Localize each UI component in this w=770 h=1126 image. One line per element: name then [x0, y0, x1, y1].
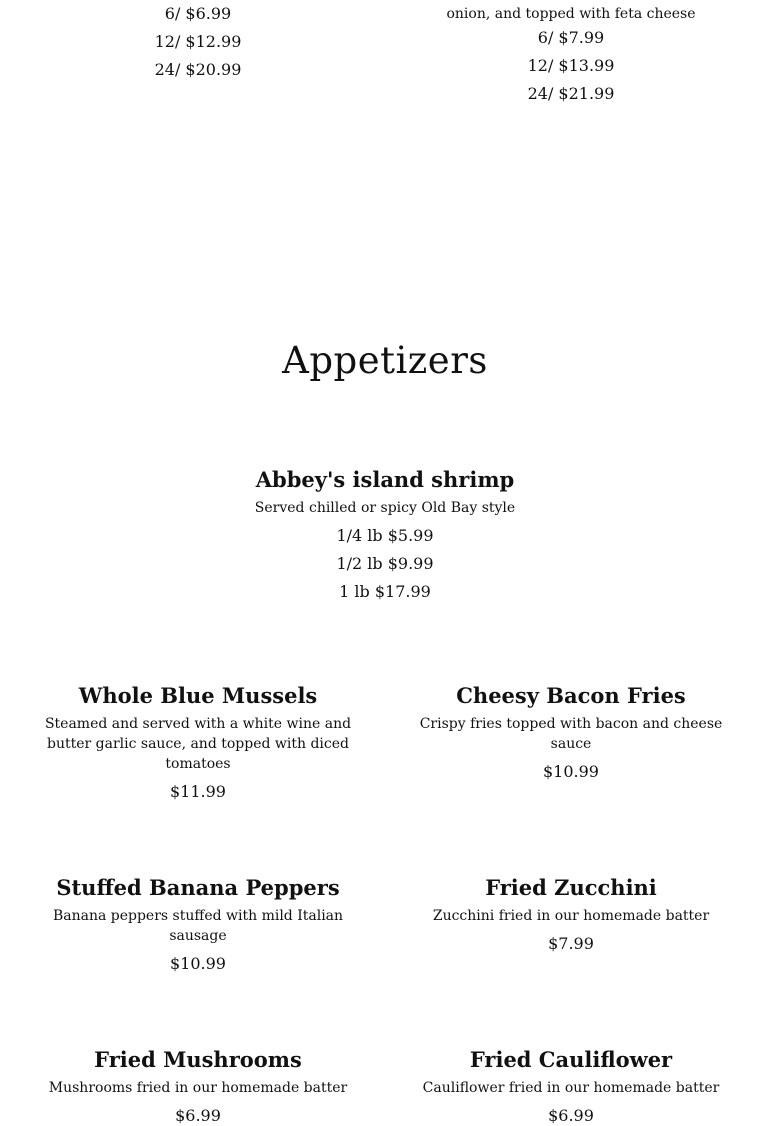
item-price: $7.99 [548, 934, 594, 953]
item-name: Fried Mushrooms [94, 1047, 302, 1072]
item-price: $10.99 [543, 762, 599, 781]
item-price: 1/4 lb $5.99 [336, 526, 434, 545]
item-description: Served chilled or spicy Old Bay style [254, 500, 516, 516]
item-price: $11.99 [170, 782, 226, 801]
item-name: Whole Blue Mussels [78, 683, 318, 708]
item-price: $6.99 [548, 1106, 594, 1125]
item-price: $10.99 [170, 954, 226, 973]
item-price: 12/ $13.99 [527, 56, 615, 75]
menu-item [411, 682, 731, 786]
item-prices [411, 758, 731, 786]
menu-item-featured [0, 466, 770, 606]
item-price: $6.99 [175, 1106, 221, 1125]
item-prices [411, 24, 731, 108]
item-price: 1 lb $17.99 [339, 582, 431, 601]
menu-item [411, 874, 731, 958]
section-title: Appetizers [282, 339, 488, 382]
item-description: Cauliflower fried in our homemade batter [422, 1080, 720, 1096]
item-name: Fried Cauliflower [469, 1047, 673, 1072]
item-prices [38, 0, 358, 84]
item-name: Cheesy Bacon Fries [456, 683, 686, 708]
item-prices [38, 778, 358, 806]
item-price: 6/ $6.99 [164, 4, 232, 23]
item-description: Zucchini fried in our homemade batter [432, 908, 710, 924]
menu-item [38, 1046, 358, 1126]
item-price: 24/ $21.99 [527, 84, 615, 103]
menu-item-top-left [38, 0, 358, 84]
item-prices [411, 1102, 731, 1126]
item-description: Steamed and served with a white wine and butter garlic sauce, and topped with diced tomatoes [44, 716, 352, 772]
item-price: 24/ $20.99 [154, 60, 242, 79]
item-name: Stuffed Banana Peppers [56, 875, 340, 900]
item-prices [38, 950, 358, 978]
item-price: 1/2 lb $9.99 [336, 554, 434, 573]
item-prices [38, 1102, 358, 1126]
item-name: Fried Zucchini [485, 875, 657, 900]
item-prices [0, 522, 770, 606]
item-description: Crispy fries topped with bacon and cheese sauce [419, 716, 723, 752]
menu-item [38, 682, 358, 806]
menu-item [411, 1046, 731, 1126]
item-prices [411, 930, 731, 958]
item-price: 12/ $12.99 [154, 32, 242, 51]
item-description: onion, and topped with feta cheese [446, 6, 696, 22]
item-price: 6/ $7.99 [537, 28, 605, 47]
item-name: Abbey's island shrimp [255, 467, 515, 492]
item-description: Banana peppers stuffed with mild Italian sausage [52, 908, 344, 944]
item-description: Mushrooms fried in our homemade batter [48, 1080, 348, 1096]
menu-item-top-right [411, 4, 731, 108]
menu-item [38, 874, 358, 978]
